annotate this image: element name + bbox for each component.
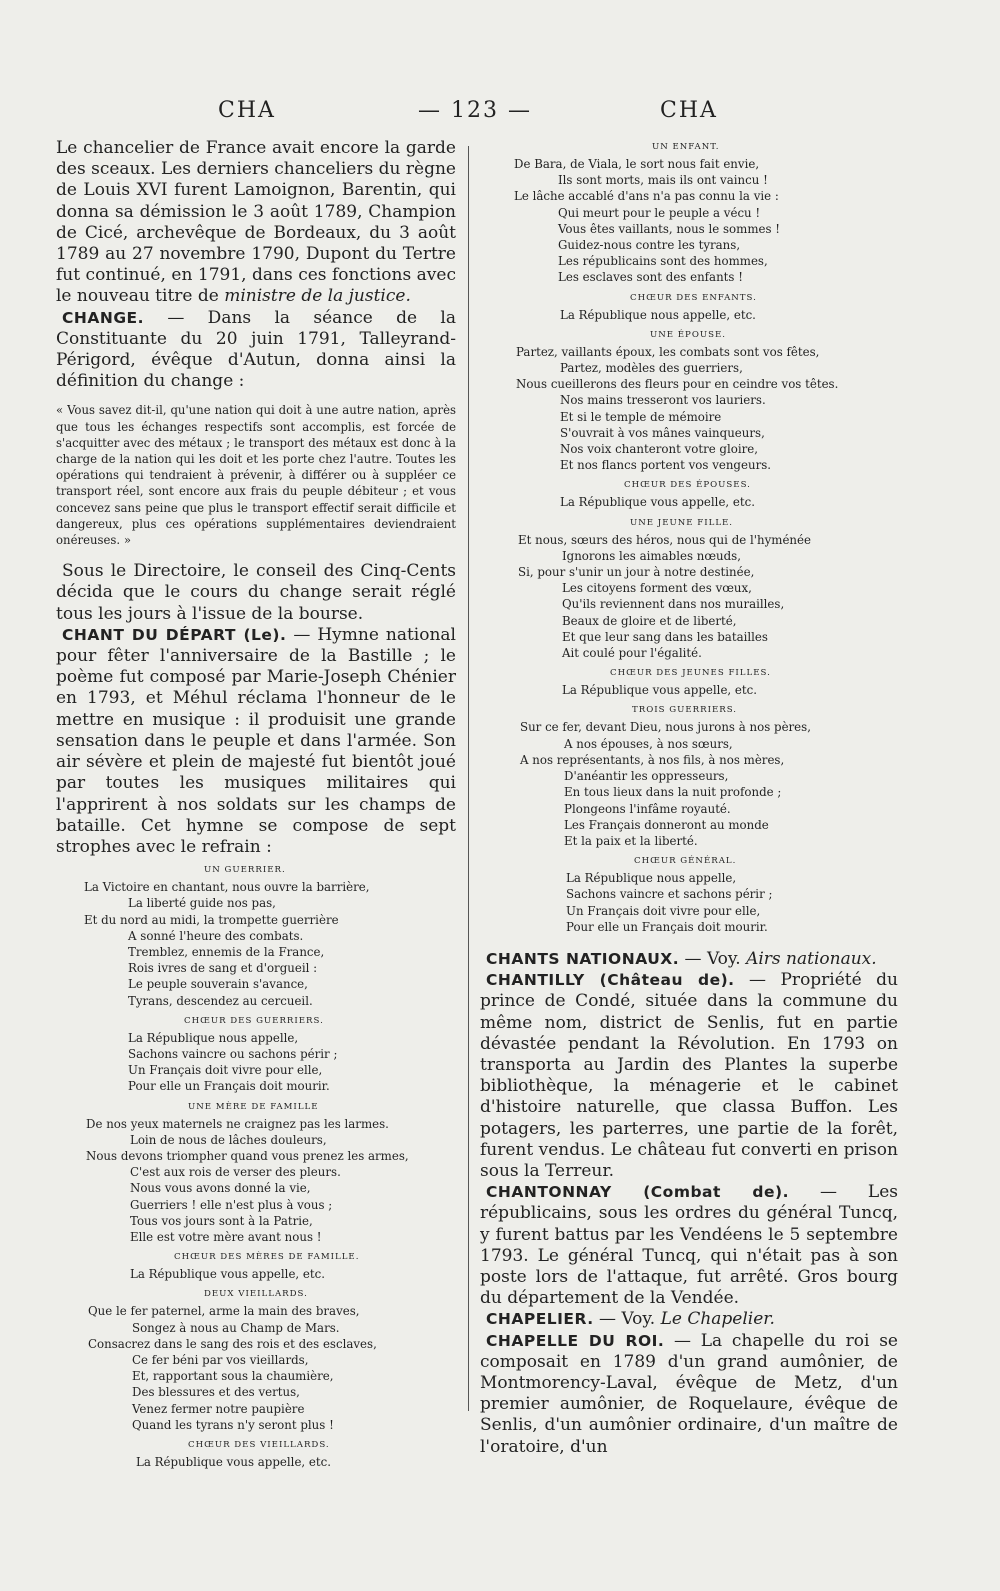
verse-line: La République nous appelle,	[566, 871, 737, 886]
verse-line: S'ouvrait à vos mânes vainqueurs,	[560, 425, 765, 440]
verse-line: Sachons vaincre et sachons périr ;	[566, 887, 773, 902]
verse-block	[56, 1030, 456, 1095]
verse-line: En tous lieux dans la nuit profonde ;	[564, 785, 782, 800]
cross-reference: Airs nationaux.	[746, 948, 877, 969]
headword: CHAPELIER.	[486, 1310, 594, 1329]
left-column	[56, 138, 456, 1470]
stanza-speaker: UNE ÉPOUSE.	[650, 329, 727, 340]
verse-block	[56, 1266, 456, 1282]
stanza-speaker: TROIS GUERRIERS.	[632, 705, 738, 716]
stanza-speaker: CHŒUR DES ENFANTS.	[630, 292, 757, 303]
stanza-speaker: CHŒUR DES VIEILLARDS.	[188, 1440, 330, 1450]
verse-line: Elle est votre mère avant nous !	[130, 1229, 322, 1244]
entry-text: — Propriété du prince de Condé, située dans la commune du même nom, district de Senlis, fut en partie dévastée pendant la Révolution. En 1793 on transporta au Jardin des Plantes la superbe bibliothèque, la ménagerie et le cabinet d'histoire naturelle, que classa Buffon. Les potagers, les parterres, une partie de la forêt, furent vendus. Le château fut converti en prison sous la Terreur.	[480, 970, 898, 1181]
verse-line: De nos yeux maternels ne craignez pas les larmes.	[86, 1116, 389, 1131]
stanza-speaker: UNE JEUNE FILLE.	[630, 517, 734, 528]
stanza	[56, 1289, 456, 1433]
verse-line: La République nous appelle,	[128, 1030, 299, 1045]
right-column	[480, 138, 898, 1458]
stanza-speaker: CHŒUR DES JEUNES FILLES.	[610, 668, 771, 679]
verse-line: Et que leur sang dans les batailles	[562, 629, 768, 644]
stanza-speaker: UN GUERRIER.	[204, 865, 286, 876]
verse-line: Songez à nous au Champ de Mars.	[132, 1320, 340, 1335]
verse-line: Qui meurt pour le peuple a vécu !	[558, 205, 761, 220]
verse-line: Sur ce fer, devant Dieu, nous jurons à nos pères,	[520, 720, 811, 735]
verse-line: Pour elle un Français doit mourir.	[128, 1079, 330, 1094]
verse-line: Pour elle un Français doit mourir.	[566, 919, 768, 934]
verse-line: Et, rapportant sous la chaumière,	[132, 1369, 334, 1384]
verse-block	[480, 682, 898, 698]
verse-line: Et nous, sœurs des héros, nous qui de l'hyménée	[518, 532, 811, 547]
verse-line: Les citoyens forment des vœux,	[562, 581, 752, 596]
stanza-speaker: CHŒUR DES ÉPOUSES.	[624, 480, 751, 491]
stanza-speaker: DEUX VIEILLARDS.	[204, 1289, 308, 1300]
verse-block	[56, 1303, 456, 1433]
verse-line: Que le fer paternel, arme la main des braves,	[88, 1304, 360, 1319]
entry-chantilly	[480, 970, 898, 1182]
stanza	[480, 668, 898, 698]
verse-line: Rois ivres de sang et d'orgueil :	[128, 961, 318, 976]
verse-line: Et si le temple de mémoire	[560, 409, 722, 424]
stanza	[480, 293, 898, 323]
headword: CHANTILLY (Château de).	[486, 971, 735, 990]
verse-line: De Bara, de Viala, le sort nous fait envie,	[514, 157, 760, 171]
verse-line: Et nos flancs portent vos vengeurs.	[560, 458, 772, 473]
verse-line: La République vous appelle, etc.	[560, 495, 755, 510]
verse-line: Les républicains sont des hommes,	[558, 254, 768, 269]
verse-line: Qu'ils reviennent dans nos murailles,	[562, 597, 785, 612]
cross-reference: Le Chapelier.	[660, 1309, 775, 1330]
entry-chantonnay	[480, 1182, 898, 1309]
verse-line: A nos représentants, à nos fils, à nos mères,	[520, 752, 785, 767]
entry-text: — Hymne national pour fêter l'anniversaire de la Bastille ; le poème fut composé par Marie-Joseph Chénier en 1793, et Méhul réclama l'honneur de le mettre en musique : il produisit une grande sensation dans le peuple et dans l'armée. Son air sévère et plein de majesté fut bientôt joué par toutes les musiques militaires qui l'apprirent à nos soldats sur les champs de bataille. Cet hymne se compose de sept strophes avec le refrain :	[56, 624, 456, 857]
running-head-left: CHA	[218, 98, 276, 123]
stanza	[480, 142, 898, 286]
entry-text: — Les républicains, sous les ordres du général Tuncq, y furent battus par les Vendéens le 5 septembre 1793. Le général Tuncq, qui n'était pas à son poste lors de l'attaque, fut arrêté. Gros bourg du département de la Vendée.	[480, 1182, 898, 1309]
stanza	[56, 1252, 456, 1282]
verse-line: Venez fermer notre paupière	[132, 1401, 305, 1416]
verse-line: Nous devons triompher quand vous prenez les armes,	[86, 1148, 409, 1163]
verse-line: Si, pour s'unir un jour à notre destinée,	[518, 565, 755, 580]
verse-block	[480, 307, 898, 323]
verse-line: Vous êtes vaillants, nous le sommes !	[558, 221, 781, 236]
stanza	[56, 1440, 456, 1470]
entry-text: — Voy.	[593, 1309, 661, 1330]
entry-chants-nationaux	[480, 949, 898, 970]
verse-line: La République vous appelle, etc.	[562, 683, 757, 698]
entry-chapelier	[480, 1309, 898, 1330]
running-head-right: CHA	[660, 98, 718, 123]
verse-line: C'est aux rois de verser des pleurs.	[130, 1165, 341, 1180]
verse-line: Les Français donneront au monde	[564, 817, 769, 832]
verse-line: La République nous appelle, etc.	[560, 307, 756, 322]
paragraph-directoire: Sous le Directoire, le conseil des Cinq-Cents décida que le cours du change serait réglé tous les jours à l'issue de la bourse.	[56, 561, 456, 624]
stanza	[480, 480, 898, 510]
headword: CHANTONNAY (Combat de).	[486, 1183, 789, 1202]
verse-line: A nos épouses, à nos sœurs,	[564, 736, 733, 751]
verse-line: Ce fer béni par vos vieillards,	[132, 1352, 309, 1367]
verse-line: Beaux de gloire et de liberté,	[562, 613, 737, 628]
verse-line: Tous vos jours sont à la Patrie,	[130, 1213, 313, 1228]
verse-line: Partez, modèles des guerriers,	[560, 361, 743, 376]
paragraph-chancelier	[56, 138, 456, 308]
verse-line: Le peuple souverain s'avance,	[128, 977, 308, 992]
stanza-speaker: UNE MÈRE DE FAMILLE	[188, 1101, 319, 1112]
verse-line: Guerriers ! elle n'est plus à vous ;	[130, 1197, 333, 1212]
verse-line: Quand les tyrans n'y seront plus !	[132, 1417, 334, 1432]
page-number: — 123 —	[418, 98, 532, 123]
verse-line: Nos mains tresseront vos lauriers.	[560, 393, 766, 408]
verse-block	[480, 156, 898, 286]
verse-line: La République vous appelle, etc.	[136, 1455, 331, 1469]
verse-line: Et la paix et la liberté.	[564, 833, 698, 848]
verse-block	[56, 879, 456, 1009]
verse-line: Et du nord au midi, la trompette guerrière	[84, 912, 339, 927]
verse-line: La Victoire en chantant, nous ouvre la barrière,	[84, 880, 370, 895]
verse-line: Consacrez dans le sang des rois et des esclaves,	[88, 1336, 377, 1351]
stanza	[480, 856, 898, 935]
verse-block	[56, 1116, 456, 1246]
headword: CHANTS NATIONAUX.	[486, 949, 680, 968]
column-rule	[468, 146, 469, 1411]
entry-change	[56, 308, 456, 393]
verse-line: Ait coulé pour l'égalité.	[562, 646, 702, 661]
entry-text: — Voy.	[679, 948, 747, 969]
verse-block	[480, 494, 898, 510]
verse-line: La liberté guide nos pas,	[128, 896, 276, 911]
headword: CHANGE.	[62, 308, 145, 327]
entry-text: — La chapelle du roi se composait en 1789 d'un grand aumônier, de Montmorency-Laval, évêque de Metz, d'un premier aumônier, de Roquelaure, évêque de Senlis, d'un aumônier ordinaire, d'un maître de l'oratoire, d'un	[480, 1330, 898, 1457]
verse-block	[480, 344, 898, 474]
stanza-speaker: CHŒUR DES MÈRES DE FAMILLE.	[174, 1252, 360, 1263]
stanza	[480, 518, 898, 662]
verse-line: Un Français doit vivre pour elle,	[128, 1063, 323, 1078]
italic-term: ministre de la justice.	[224, 286, 411, 307]
verse-line: Les esclaves sont des enfants !	[558, 270, 743, 285]
verse-block	[480, 870, 898, 935]
verse-line: Guidez-nous contre les tyrans,	[558, 238, 741, 253]
paragraph-text: Le chancelier de France avait encore la garde des sceaux. Les derniers chanceliers du règne de Louis XVI furent Lamoignon, Barentin, qui donna sa démission le 3 août 1789, Champion de Cicé, archevêque de Bordeaux, du 3 août 1789 au 27 novembre 1790, Dupont du Tertre fut continué, en 1791, dans ces fonctions avec le nouveau titre de	[56, 138, 456, 307]
verse-line: A sonné l'heure des combats.	[128, 928, 304, 943]
headword: CHAPELLE DU ROI.	[486, 1331, 665, 1350]
entry-chant-du-depart	[56, 625, 456, 858]
stanza-speaker: CHŒUR GÉNÉRAL.	[634, 856, 737, 867]
verse-line: La République vous appelle, etc.	[130, 1267, 325, 1282]
verse-line: Ils sont morts, mais ils ont vaincu !	[558, 173, 768, 188]
verse-line: Le lâche accablé d'ans n'a pas connu la vie :	[514, 189, 779, 204]
headword: CHANT DU DÉPART (Le).	[62, 625, 287, 644]
stanza	[56, 865, 456, 1009]
verse-line: Nos voix chanteront votre gloire,	[560, 442, 759, 457]
verse-line: Nous cueillerons des fleurs pour en ceindre vos têtes.	[516, 377, 839, 392]
verse-line: Sachons vaincre ou sachons périr ;	[128, 1046, 338, 1061]
stanza	[56, 1102, 456, 1246]
verse-line: Tremblez, ennemis de la France,	[128, 944, 325, 959]
stanza	[480, 705, 898, 849]
verse-line: Des blessures et des vertus,	[132, 1385, 300, 1400]
verse-block	[480, 719, 898, 849]
stanza	[480, 330, 898, 474]
verse-line: Un Français doit vivre pour elle,	[566, 903, 761, 918]
block-quote: « Vous savez dit-il, qu'une nation qui doit à une autre nation, après que tous les échanges respectifs sont accomplis, est forcée de s'acquitter avec des métaux ; le transport des métaux est donc à la charge de la nation qui les doit et les porte chez l'autre. Toutes les opérations qui tendraient à prévenir, à différer ou à suppléer ce transport réel, sont encore aux frais du peuple débiteur ; et vous concevez sans peine que plus le transport effectif serait difficile et dangereux, plus ces opérations supplémentaires deviendraient onéreuses. »	[56, 403, 456, 548]
verse-line: Partez, vaillants époux, les combats sont vos fêtes,	[516, 344, 820, 359]
verse-block	[56, 1454, 456, 1470]
stanza-speaker: UN ENFANT.	[652, 142, 720, 152]
entry-chapelle-du-roi	[480, 1331, 898, 1458]
verse-line: Plongeons l'infâme royauté.	[564, 801, 731, 816]
verse-line: Nous vous avons donné la vie,	[130, 1181, 311, 1196]
verse-line: Loin de nous de lâches douleurs,	[130, 1132, 327, 1147]
verse-block	[480, 532, 898, 662]
entry-text: — Dans la séance de la Constituante du 20 juin 1791, Talleyrand-Périgord, évêque d'Autun, donna ainsi la définition du change :	[56, 307, 456, 392]
verse-line: Tyrans, descendez au cercueil.	[128, 993, 313, 1008]
verse-line: Ignorons les aimables nœuds,	[562, 548, 741, 563]
stanza-speaker: CHŒUR DES GUERRIERS.	[184, 1015, 324, 1026]
verse-line: D'anéantir les oppresseurs,	[564, 769, 729, 784]
stanza	[56, 1016, 456, 1095]
